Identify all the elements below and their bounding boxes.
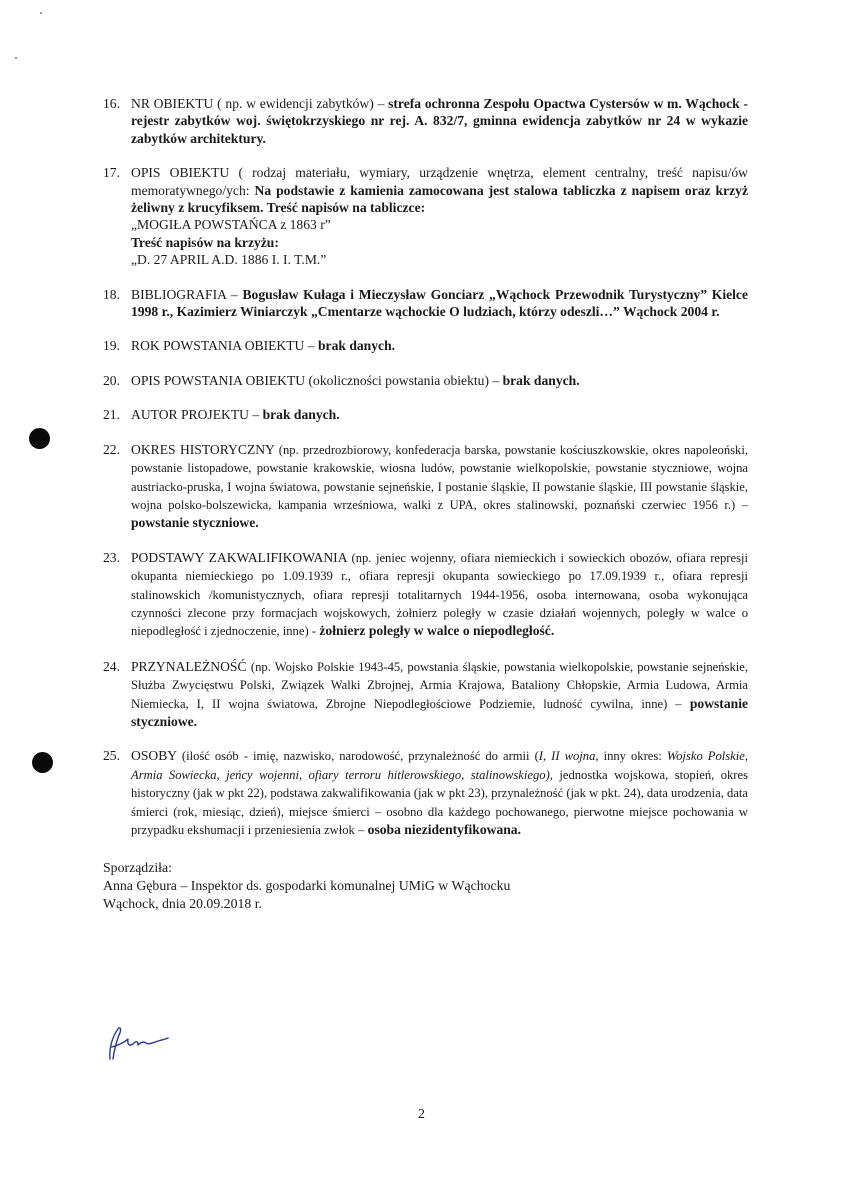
cross-inscription-label: Treść napisów na krzyżu: (131, 234, 279, 250)
item-details-part: (ilość osób - imię, nazwisko, narodowość, przynależność do armii ( (181, 749, 539, 764)
item-label: BIBLIOGRAFIA – (131, 286, 238, 302)
item-label: OPIS OBIEKTU ( rodzaj materiału, wymiary, urządzenie wnętrza, element centralny, treść napisu/ów memoratywnego/ych: (131, 165, 748, 198)
item-label: NR OBIEKTU ( np. w ewidencji zabytków) – (131, 96, 385, 111)
item-number: 18. (103, 286, 120, 302)
form-content (103, 95, 748, 912)
scan-speck (15, 57, 17, 59)
item-value: osoba niezidentyfikowana. (367, 822, 521, 837)
item-label: PODSTAWY ZAKWALIFIKOWANIA (131, 549, 347, 565)
punch-hole (29, 428, 50, 449)
item-number: 21. (103, 407, 120, 423)
item-details: (np. przedrozbiorowy, konfederacja barska, powstanie kościuszkowskie, okres napoleoński, powstanie listopadowe, powstanie krakowskie, wiosna ludów, powstanie wielkopolskie, powstanie styczniowe, wojna austriacko-pruska, I wojna światowa, powstanie sejneńskie, I postanie śląskie, II powstanie śląskie, III powstanie śląskie, wojna polsko-bolszewicka, kampania wrześniowa, walki z UPA, okres stalinowski, poznański czerwiec 1956 r.) – (131, 442, 748, 512)
item-label: ROK POWSTANIA OBIEKTU – (131, 338, 315, 354)
item-value: brak danych. (502, 372, 580, 388)
item-24 (103, 658, 748, 731)
item-value: Na podstawie z kamienia zamocowana jest stalowa tabliczka z napisem oraz krzyż żeliwny z krucyfiksem. Treść napisów na tabliczce: (131, 182, 748, 216)
item-value: powstanie styczniowe. (131, 695, 749, 729)
item-label: AUTOR PROJEKTU – (131, 407, 260, 423)
item-18 (103, 286, 748, 321)
item-details-part: jednostka wojskowa, stopień, okres historyczny (jak w pkt 22), podstawa zakwalifikowania (jak w pkt 23), przynależność (jak w pkt. 24), data urodzenia, data śmierci (rok, miesiąc, dzień), miejsce śmierci – osobno dla każdego pochowanego, pierwotne miejsce pochowania w przypadku ekshumacji i przeniesienia zwłok – (131, 767, 748, 837)
punch-hole (32, 752, 53, 773)
item-17 (103, 164, 748, 268)
item-details-part: inny okres: (598, 749, 667, 764)
item-value: żołnierz poległy w walce o niepodległość. (319, 623, 555, 639)
item-value: powstanie styczniowe. (131, 515, 259, 531)
item-number: 25. (103, 748, 120, 764)
item-label: PRZYNALEŻNOŚĆ (131, 658, 247, 674)
item-number: 22. (103, 441, 120, 457)
item-22 (103, 441, 748, 532)
item-16 (103, 95, 748, 147)
item-21 (103, 406, 748, 423)
cross-inscription: „D. 27 APRIL A.D. 1886 I. I. T.M.” (131, 252, 327, 268)
item-number: 19. (103, 338, 120, 354)
signature-block (103, 859, 748, 912)
item-details: (np. jeniec wojenny, ofiara niemieckich i sowieckich obozów, ofiara represji okupanta niemieckiego po 1.09.1939 r., ofiara represji okupanta sowieckiego po 17.09.1939 r., ofiara represji stalinowskich /komunistycznych, ofiara represji totalitarnych 1944-1956, osoba internowana, osoba wykonująca czynności zlecone przy formacjach wojskowych, żołnierz poległy w czasie działań wojennych, poległy w walce o niepodległość i zjednoczenie, inne) - (131, 550, 748, 639)
item-number: 16. (103, 96, 120, 111)
place-date: Wąchock, dnia 20.09.2018 r. (103, 895, 263, 911)
item-label: OPIS POWSTANIA OBIEKTU (okoliczności powstania obiektu) – (131, 372, 500, 388)
item-number: 24. (103, 658, 120, 674)
item-value: brak danych. (262, 407, 340, 423)
item-20 (103, 372, 748, 389)
item-details-italic: I, II wojna, (538, 749, 599, 764)
scan-speck (40, 12, 42, 14)
item-number: 17. (103, 165, 120, 181)
item-number: 20. (103, 372, 120, 388)
item-number: 23. (103, 549, 120, 565)
plaque-inscription: „MOGIŁA POWSTAŃCA z 1863 r” (131, 217, 331, 233)
item-label: OKRES HISTORYCZNY (131, 441, 275, 457)
item-value: brak danych. (317, 338, 396, 354)
item-value: Bogusław Kułaga i Mieczysław Gonciarz „Wąchock Przewodnik Turystyczny” Kielce 1998 r., Kazimierz Winiarczyk „Cmentarze wąchockie O ludziach, którzy odeszli…” Wąchock 2004 r. (131, 286, 748, 320)
item-details-italic: Wojsko Polskie, Armia Sowiecka, jeńcy wojenni, ofiary terroru hitlerowskiego, stalinowskiego), (131, 749, 748, 782)
item-23 (103, 549, 748, 641)
item-value: strefa ochronna Zespołu Opactwa Cystersów w m. Wąchock - rejestr zabytków woj. świętokrzyskiego nr rej. A. 832/7, gminna ewidencja zabytków nr 24 w wykazie zabytków architektury. (131, 96, 748, 146)
handwritten-signature (100, 1023, 170, 1065)
item-19 (103, 337, 748, 354)
item-details: (np. Wojsko Polskie 1943-45, powstania śląskie, powstania wielkopolskie, powstanie sejneńskie, Służba Zwycięstwu Polski, Związek Walki Zbrojnej, Armia Krajowa, Bataliony Chłopskie, Armia Ludowa, Armia Niemiecka, I, II wojna światowa, Zbrojne Niepodległościowe Podziemie, ludność cywilna, inne) – (131, 659, 748, 711)
author-line: Anna Gębura – Inspektor ds. gospodarki komunalnej UMiG w Wąchocku (103, 878, 511, 893)
prepared-by-label: Sporządziła: (103, 860, 172, 876)
page-number: 2 (418, 1107, 425, 1122)
item-25 (103, 747, 748, 839)
item-label: OSOBY (131, 748, 177, 764)
